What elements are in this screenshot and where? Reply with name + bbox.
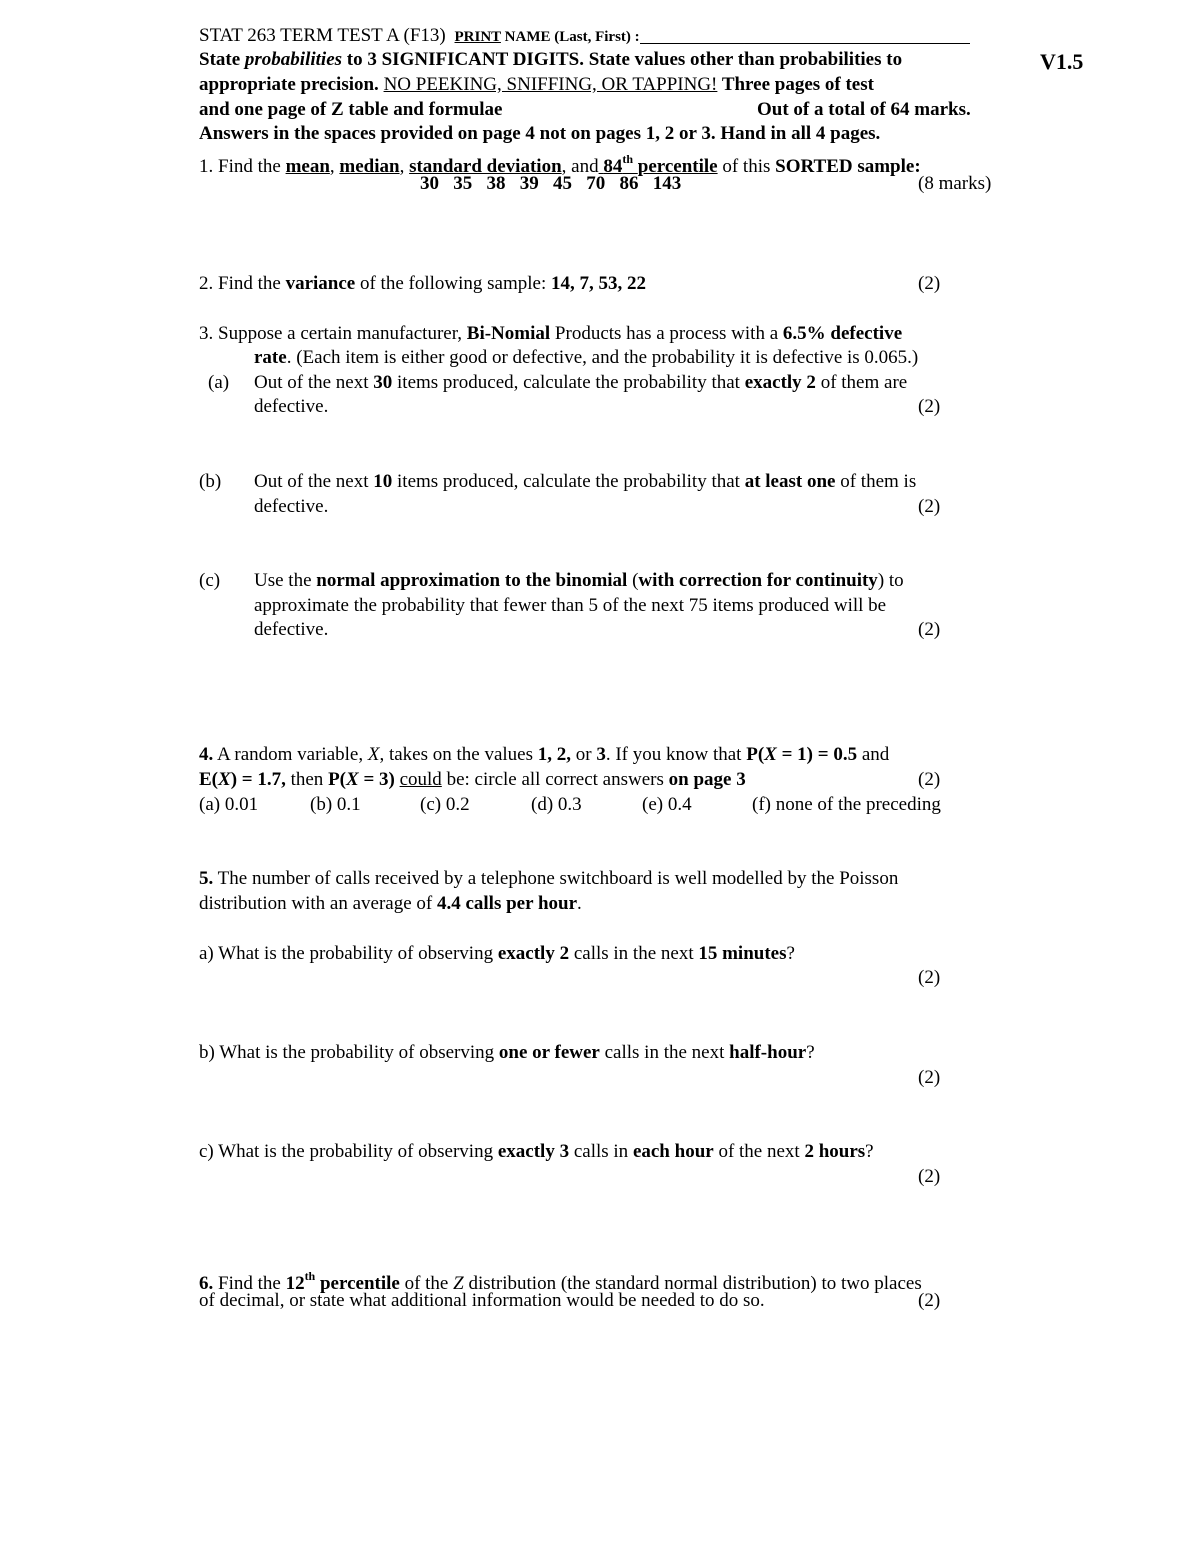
version-label: V1.5 [1040, 49, 1084, 74]
question-4-line-2: E(X) = 1.7, then P(X = 3) could be: circle all correct answers on page 3 [199, 769, 746, 790]
instructions-line-1: State probabilities to 3 SIGNIFICANT DIGITS. State values other than probabilities to [199, 49, 903, 70]
q4-option-c[interactable]: (c) 0.2 [420, 794, 470, 815]
q5c-marks: (2) [918, 1166, 941, 1187]
q3c-line-2: approximate the probability that fewer than 5 of the next 75 items produced will be [254, 595, 887, 616]
name-field[interactable] [640, 25, 970, 44]
total-marks: Out of a total of 64 marks. [757, 99, 971, 120]
course-title: STAT 263 TERM TEST A (F13) [199, 25, 446, 46]
header-line [199, 24, 970, 49]
q3b-line-1: Out of the next 10 items produced, calculate the probability that at least one of them is [254, 471, 917, 492]
print-label: PRINT [454, 29, 501, 45]
q4-option-a[interactable]: (a) 0.01 [199, 794, 259, 815]
name-label: NAME (Last, First) : [504, 29, 640, 45]
q5b: b) What is the probability of observing one or fewer calls in the next half-hour? [199, 1042, 815, 1063]
question-4: 4. A random variable, X, takes on the values 1, 2, or 3. If you know that P(X = 1) = 0.5 and [199, 744, 890, 765]
q3c-marks: (2) [918, 619, 941, 640]
question-3: 3. Suppose a certain manufacturer, Bi-Nomial Products has a process with a 6.5% defective [199, 323, 903, 344]
q6-marks: (2) [918, 1290, 941, 1311]
q3a-marks: (2) [918, 396, 941, 417]
q1-marks: (8 marks) [918, 173, 992, 194]
q3a-label: (a) [208, 372, 230, 393]
q4-marks: (2) [918, 769, 941, 790]
q3b-line-2: defective. [254, 496, 329, 517]
q3c-line-3: defective. [254, 619, 329, 640]
q3a-line-2: defective. [254, 396, 329, 417]
q3b-marks: (2) [918, 496, 941, 517]
q3c-label: (c) [199, 570, 221, 591]
question-3-line-2: rate. (Each item is either good or defective, and the probability it is defective is 0.065.) [254, 347, 919, 368]
q3a-line-1: Out of the next 30 items produced, calculate the probability that exactly 2 of them are [254, 372, 908, 393]
q1-data: 30 35 38 39 45 70 86 143 [420, 173, 682, 194]
q3b-label: (b) [199, 471, 222, 492]
q2-marks: (2) [918, 273, 941, 294]
q5a: a) What is the probability of observing exactly 2 calls in the next 15 minutes? [199, 943, 795, 964]
q3c-line-1: Use the normal approximation to the binomial (with correction for continuity) to [254, 570, 904, 591]
q4-option-f[interactable]: (f) none of the preceding [752, 794, 941, 815]
q5c: c) What is the probability of observing exactly 3 calls in each hour of the next 2 hours? [199, 1141, 874, 1162]
q5a-marks: (2) [918, 967, 941, 988]
q4-option-e[interactable]: (e) 0.4 [642, 794, 692, 815]
q4-option-b[interactable]: (b) 0.1 [310, 794, 361, 815]
question-1: 1. Find the mean, median, standard deviation, and 84th percentile of this SORTED sample: [199, 152, 921, 177]
instructions-line-2: appropriate precision. NO PEEKING, SNIFFING, OR TAPPING! Three pages of test [199, 74, 874, 95]
instructions-line-3: and one page of Z table and formulae [199, 99, 503, 120]
question-6-line-2: of decimal, or state what additional information would be needed to do so. [199, 1290, 765, 1311]
question-6: 6. Find the 12th percentile of the Z distribution (the standard normal distribution) to two places [199, 1269, 922, 1294]
q5b-marks: (2) [918, 1067, 941, 1088]
question-5: 5. The number of calls received by a telephone switchboard is well modelled by the Poisson [199, 868, 899, 889]
question-5-line-2: distribution with an average of 4.4 calls per hour. [199, 893, 582, 914]
instructions-line-4: Answers in the spaces provided on page 4 not on pages 1, 2 or 3. Hand in all 4 pages. [199, 123, 881, 144]
question-2: 2. Find the variance of the following sample: 14, 7, 53, 22 [199, 273, 646, 294]
q4-option-d[interactable]: (d) 0.3 [531, 794, 582, 815]
